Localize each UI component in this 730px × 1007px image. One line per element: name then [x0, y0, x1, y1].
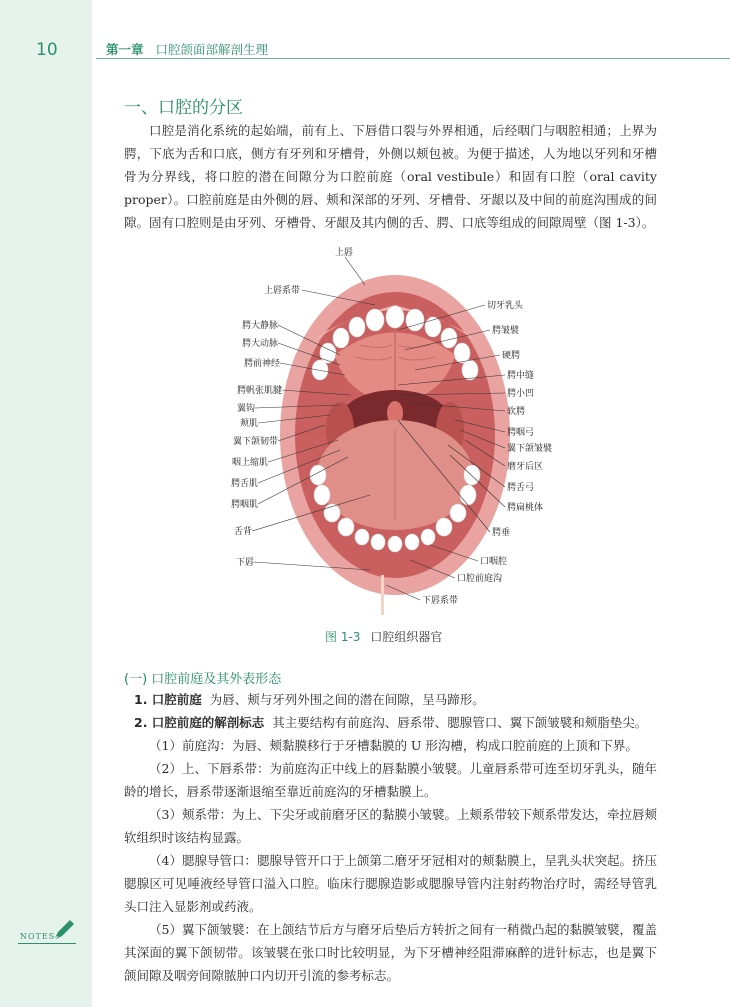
item-1	[124, 688, 657, 711]
para-vestibular-sulcus: （1）前庭沟：为唇、颊黏膜移行于牙槽黏膜的 U 形沟槽，构成口腔前庭的上顶和下界。	[149, 738, 638, 753]
margin-bar	[0, 0, 92, 1007]
para-parotid-duct: （4）腮腺导管口：腮腺导管开口于上颌第二磨牙牙冠相对的颊黏膜上，呈乳头状突起。挤压腮腺区可见唾液经导管口溢入口腔。临床行腮腺造影或腮腺导管内注射药物治疗时，需经导管乳头口注入显影剂或药液。	[124, 853, 657, 914]
para-labial-frenum: （2）上、下唇系带：为前庭沟正中线上的唇黏膜小皱襞。儿童唇系带可连至切牙乳头，随年龄的增长，唇系带逐渐退缩至靠近前庭沟的牙槽黏膜上。	[124, 761, 657, 799]
label-right-0: 切牙乳头	[487, 301, 524, 311]
chapter-header	[106, 40, 268, 58]
label-right-6: 腭咽弓	[507, 428, 535, 438]
label-right-9: 腭舌弓	[507, 483, 535, 493]
label-left-12: 下唇	[235, 558, 254, 568]
label-left-6: 颊肌	[239, 419, 258, 429]
label-left-8: 咽上缩肌	[231, 458, 268, 468]
caption-text: 口腔组织器官	[370, 630, 443, 644]
item-2	[124, 711, 657, 734]
label-left-2: 腭大动脉	[241, 339, 278, 349]
pen-icon	[52, 918, 76, 946]
label-right-14: 下唇系带	[422, 596, 459, 606]
label-right-13: 口腔前庭沟	[457, 574, 503, 584]
label-left-10: 腭咽肌	[230, 500, 258, 510]
label-right-10: 腭扁桃体	[507, 503, 544, 513]
label-left-5: 翼钩	[236, 404, 255, 414]
header-rule	[96, 58, 730, 59]
chapter-number: 第一章	[106, 42, 144, 57]
figure-caption	[325, 628, 442, 645]
label-right-8: 磨牙后区	[507, 462, 544, 472]
item-1-text: 为唇、颊与牙列外围之间的潜在间隙，呈马蹄形。	[209, 692, 485, 707]
label-left-0: 上唇系带	[263, 286, 300, 296]
label-right-2: 硬腭	[502, 351, 521, 361]
mouth-illustration	[200, 245, 590, 620]
label-right-12: 口咽腔	[480, 557, 508, 567]
para-buccal-frenum: （3）颊系带：为上、下尖牙或前磨牙区的黏膜小皱襞。上颊系带较下颊系带发达，牵拉唇颊软组织时该结构显露。	[124, 807, 657, 845]
item-2-text: 其主要结构有前庭沟、唇系带、腮腺管口、翼下颌皱襞和颊脂垫尖。	[272, 715, 648, 730]
intro-paragraph: 口腔是消化系统的起始端，前有上、下唇借口裂与外界相通，后经咽门与咽腔相通；上界为腭，下底为舌和口底，侧方有牙列和牙槽骨，外侧以颊包被。为便于描述，人为地以牙列和牙槽骨为分界线，将口腔的潜在间隙分为口腔前庭（oral vestibule）和固有口腔（oral cavity proper）。口腔前庭是由外侧的唇、颊和深部的牙列、牙槽骨、牙龈以及中间的前庭沟围成的间隙。固有口腔则是由牙列、牙槽骨、牙龈及其内侧的舌、腭、口底等组成的间隙周壁（图 1-3）。	[124, 123, 657, 230]
label-left-4: 腭帆张肌腱	[236, 386, 282, 396]
subsection-title: (一) 口腔前庭及其外表形态	[124, 672, 282, 687]
label-left-11: 舌背	[233, 527, 252, 537]
label-right-11: 腭垂	[492, 528, 511, 538]
chapter-title: 口腔颌面部解剖生理	[155, 42, 268, 57]
label-right-1: 腭皱襞	[492, 326, 520, 336]
label-top: 上唇	[335, 248, 354, 258]
label-left-9: 腭舌肌	[230, 479, 258, 489]
label-right-4: 腭小凹	[507, 389, 535, 399]
para-pterygomandibular-fold: （5）翼下颌皱襞：在上颌结节后方与磨牙后垫后方转折之间有一稍微凸起的黏膜皱襞，覆盖其深面的翼下颌韧带。该皱襞在张口时比较明显，为下牙槽神经阻滞麻醉的进针标志，也是翼下颌间隙及咽旁间隙脓肿口内切开引流的参考标志。	[124, 922, 657, 983]
section-title: 一、口腔的分区	[124, 98, 243, 118]
item-2-head: 2. 口腔前庭的解剖标志	[134, 715, 265, 730]
notes-label: NOTES	[20, 932, 56, 941]
item-1-head: 1. 口腔前庭	[134, 692, 202, 707]
caption-label: 图 1-3	[325, 630, 361, 644]
label-left-7: 翼下颌韧带	[232, 437, 278, 447]
page-number: 10	[36, 40, 58, 60]
label-right-3: 腭中缝	[507, 371, 535, 381]
label-left-1: 腭大静脉	[241, 321, 278, 331]
label-right-7: 翼下颌皱襞	[507, 444, 553, 454]
label-left-3: 腭前神经	[243, 359, 280, 369]
mouth-anatomy-figure	[200, 245, 590, 620]
label-right-5: 软腭	[507, 407, 526, 417]
